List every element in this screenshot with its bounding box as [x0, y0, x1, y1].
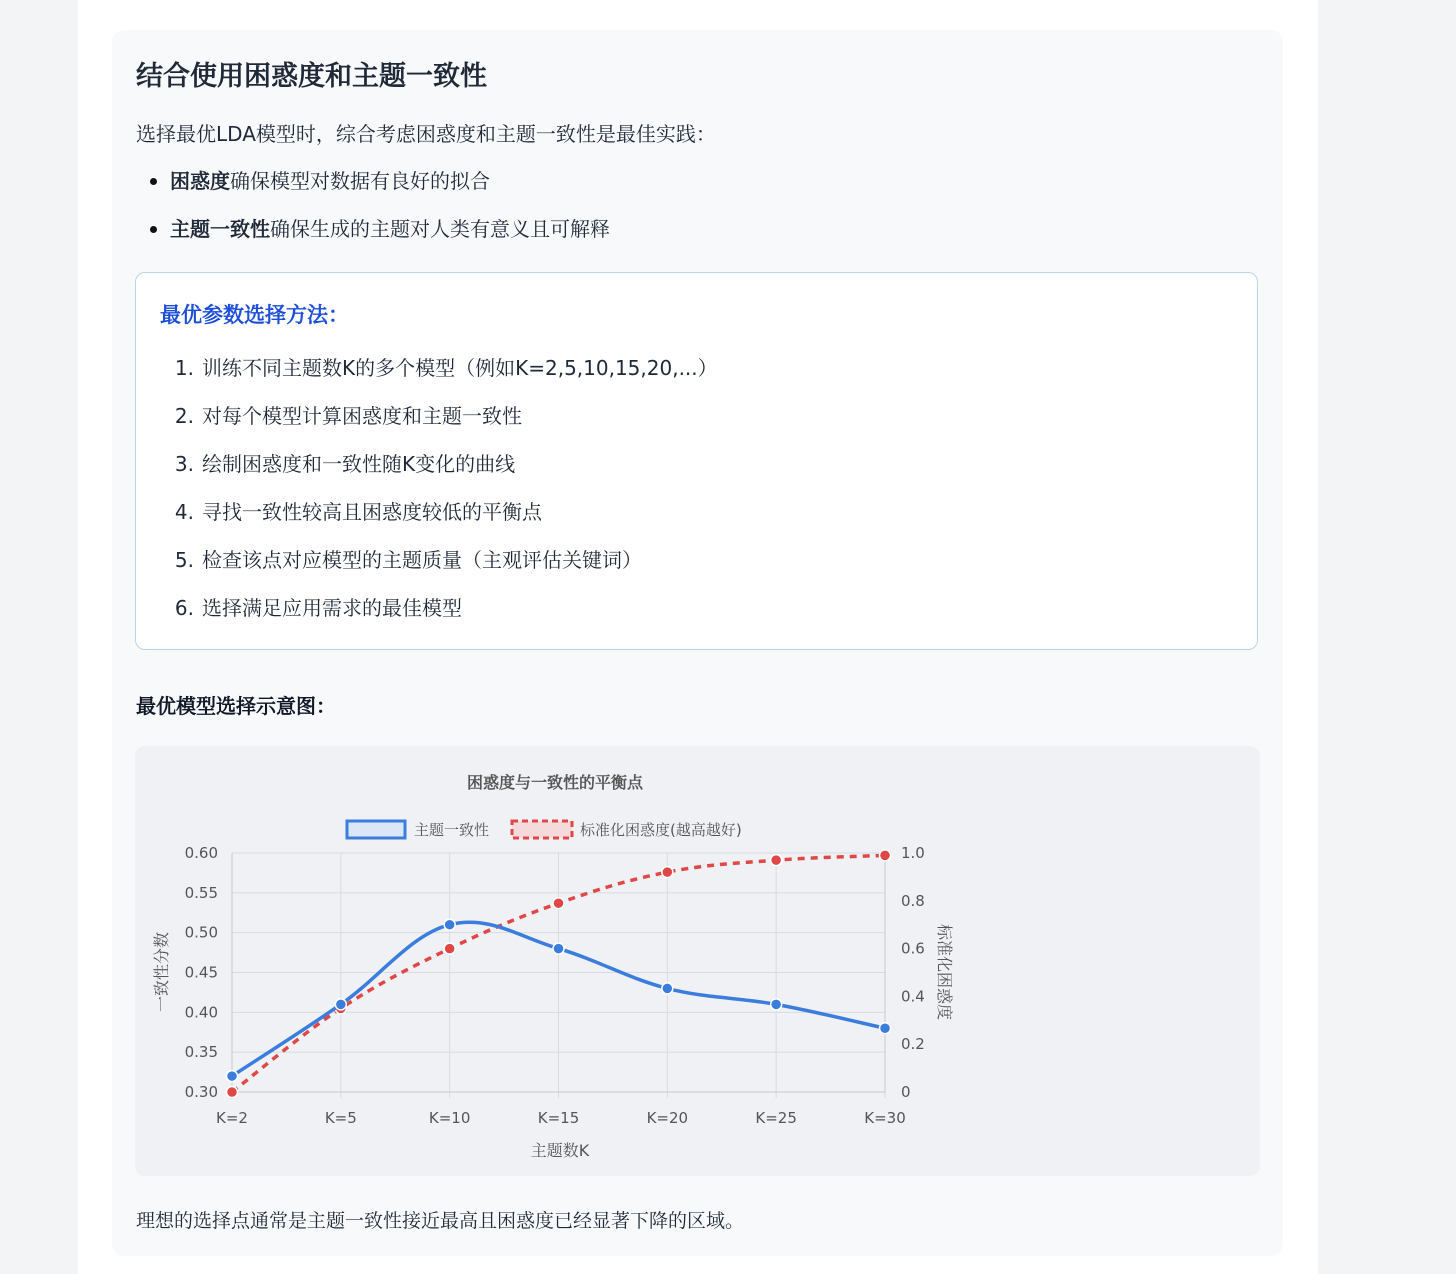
step-number: 2.: [174, 404, 194, 428]
data-point-coherence: [880, 1023, 891, 1034]
method-title: 最优参数选择方法：: [160, 303, 349, 327]
y2-tick-label: 0.4: [901, 987, 925, 1006]
x-tick-label: K=5: [324, 1109, 357, 1127]
step-text: 对每个模型计算困惑度和主题一致性: [202, 404, 522, 428]
data-point-coherence: [553, 943, 564, 954]
line-chart: [135, 746, 1260, 1176]
data-point-coherence: [227, 1071, 238, 1082]
data-point-perplexity: [662, 867, 673, 878]
chart-grid: [232, 853, 885, 1098]
y2-tick-label: 0: [901, 1083, 911, 1101]
step-text: 绘制困惑度和一致性随K变化的曲线: [202, 452, 516, 476]
y2-tick-label: 0.2: [901, 1035, 925, 1054]
bullet-text: 确保模型对数据有良好的拟合: [230, 169, 490, 193]
x-axis-title: 主题数K: [530, 1141, 590, 1160]
data-point-coherence: [662, 983, 673, 994]
step-number: 3.: [174, 452, 194, 476]
y-tick-label: 0.40: [184, 1003, 218, 1022]
data-point-coherence: [444, 919, 455, 930]
data-point-perplexity: [771, 855, 782, 866]
data-point-perplexity: [880, 850, 891, 861]
y-tick-label: 0.60: [184, 844, 218, 862]
step-text: 寻找一致性较高且困惑度较低的平衡点: [202, 500, 542, 524]
x-tick-label: K=25: [755, 1109, 797, 1127]
intro-text: 选择最优LDA模型时，综合考虑困惑度和主题一致性是最佳实践：: [136, 122, 716, 146]
y-tick-label: 0.35: [184, 1043, 218, 1062]
chart-panel: [135, 746, 1260, 1176]
y-tick-label: 0.30: [184, 1083, 218, 1101]
step-number: 4.: [174, 500, 194, 524]
step-number: 1.: [174, 356, 194, 380]
y2-tick-label: 0.8: [901, 891, 925, 910]
legend-swatch-perplexity: [512, 821, 572, 838]
step-text: 选择满足应用需求的最佳模型: [202, 596, 462, 620]
bullet-item: [136, 166, 610, 214]
legend-label-perplexity: 标准化困惑度(越高越好): [580, 821, 742, 839]
legend-label-coherence: 主题一致性: [414, 821, 490, 839]
legend-swatch-coherence: [347, 821, 405, 838]
bullet-list: [136, 166, 610, 262]
step-item: [166, 401, 718, 449]
chart-heading: 最优模型选择示意图：: [136, 694, 336, 718]
step-item: [166, 497, 718, 545]
x-tick-label: K=15: [537, 1109, 580, 1127]
content-card: [112, 30, 1283, 1256]
data-point-coherence: [771, 999, 782, 1010]
step-number: 5.: [174, 548, 194, 572]
step-item: [166, 545, 718, 593]
x-tick-label: K=10: [428, 1109, 471, 1127]
y2-axis-title: 标准化困惑度: [935, 923, 954, 1021]
y2-tick-label: 0.6: [901, 939, 925, 958]
bullet-item: [136, 214, 610, 262]
y2-tick-label: 1.0: [901, 844, 925, 862]
x-tick-label: K=30: [864, 1109, 906, 1127]
step-text: 检查该点对应模型的主题质量（主观评估关键词）: [202, 548, 642, 572]
y-tick-label: 0.50: [184, 923, 218, 942]
chart-title: 困惑度与一致性的平衡点: [466, 773, 644, 792]
method-box: [135, 272, 1258, 650]
steps-list: [166, 353, 718, 641]
footnote: 理想的选择点通常是主题一致性接近最高且困惑度已经显著下降的区域。: [136, 1210, 745, 1232]
chart-axes: [185, 844, 925, 1127]
bullet-bold: 困惑度: [170, 169, 230, 193]
section-title: 结合使用困惑度和主题一致性: [136, 61, 487, 92]
step-text: 训练不同主题数K的多个模型（例如K=2,5,10,15,20,...）: [202, 356, 718, 380]
y-tick-label: 0.55: [184, 883, 218, 902]
chart-legend[interactable]: [347, 821, 742, 839]
step-item: [166, 449, 718, 497]
data-point-coherence: [335, 999, 346, 1010]
x-tick-label: K=20: [646, 1109, 689, 1127]
step-number: 6.: [174, 596, 194, 620]
y-axis-title: 一致性分数: [152, 931, 171, 1013]
step-item: [166, 353, 718, 401]
bullet-text: 确保生成的主题对人类有意义且可解释: [270, 217, 610, 241]
data-point-perplexity: [444, 943, 455, 954]
step-item: [166, 593, 718, 641]
y-tick-label: 0.45: [184, 963, 218, 982]
data-point-perplexity: [227, 1087, 238, 1098]
bullet-bold: 主题一致性: [170, 217, 270, 241]
page-container: [78, 0, 1318, 1274]
x-tick-label: K=2: [216, 1109, 248, 1127]
data-point-perplexity: [553, 898, 564, 909]
